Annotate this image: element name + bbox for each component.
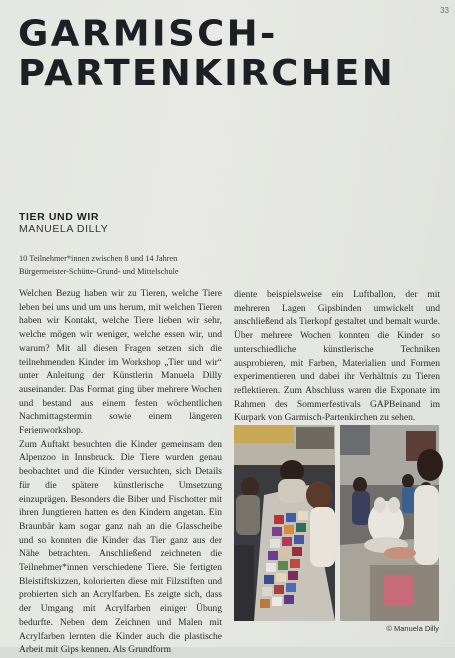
paragraph-intro: Welchen Bezug haben wir zu Tieren, welche Tiere leben bei uns und um uns herum, mit welchen Tieren haben wir Kontakt, welche Tiere lieben wir sehr, welche mögen wir weniger, welche essen wir, und warum? Mit all diesen Fragen setzen sich die teilnehmenden Kinder im Workshop „Tier und wir“ unter Anleitung der Künstlerin Manuela Dilly auseinander. Das Format ging über mehrere Wochen und bestand aus einem festen wöchentlichen Nachmittagstermin sowie einem längeren Ferienworkshop. [19, 289, 222, 437]
photo-painting-table [234, 425, 335, 621]
page-number: 33 [440, 6, 449, 15]
photo-painting-table-image [234, 425, 335, 621]
text-column-left [19, 288, 222, 658]
article-author: MANUELA DILLY [19, 223, 109, 235]
text-column-right [234, 289, 440, 426]
photo-plaster-head-image [340, 425, 439, 621]
participants-line: 10 Teilnehmer*innen zwischen 8 und 14 Jahren [19, 254, 178, 263]
photo-plaster-head [340, 425, 439, 621]
paragraph-plaster: diente beispielsweise ein Luftballon, der mit mehreren Lagen Gipsbinden umwickelt und anschließend als Tierkopf gestaltet und bemalt wurde. Über mehrere Wochen konnten die Kinder so unterschiedliche künstlerische Techniken ausprobieren, mit Farben, Materialien und Formen experimentieren und dabei ihr Verhältnis zu Tieren reflektieren. Zum Abschluss waren die Exponate im Rahmen des Sommerfestivals GAPBeinand im Kurpark von Garmisch-Partenkirchen zu sehen. [234, 290, 440, 424]
page-title [18, 14, 448, 93]
paragraph-zoo: Zum Auftakt besuchten die Kinder gemeinsam den Alpenzoo in Innsbruck. Die Tiere wurden genau beobachtet und die Kinder versuchten, sich Details für die spätere künstlerische Umsetzung einzuprägen. Besonders die Biber und Fischotter mit ihren Jungtieren hatten es den Kindern angetan. Ein Braunbär kam sogar ganz nah an die Glasscheibe und so konnten die Kinder das Tier ganz aus der Nähe betrachten. Anschließend zeichneten die Teilnehmer*innen verschiedene Tiere. Sie fertigten Bleistiftskizzen, kolorierten diese mit Filzstiften und probierten sich an Acrylfarben. Es zeigte sich, dass der Umgang mit Acrylfarben einiger Übung bedurfte. Neben dem Zeichnen und Malen mit Acrylfarben lernten die Kinder auch die plastische Arbeit mit Gips kennen. Als Grundform [19, 439, 222, 656]
title-line-2: PARTENKIRCHEN [18, 52, 396, 94]
photo-credit: © Manuela Dilly [386, 624, 439, 633]
school-line: Bürgermeister-Schütte-Grund- und Mittelschule [19, 267, 179, 276]
project-meta [19, 252, 179, 278]
title-line-1: GARMISCH- [18, 13, 278, 55]
article-kicker: TIER UND WIR [19, 211, 100, 223]
